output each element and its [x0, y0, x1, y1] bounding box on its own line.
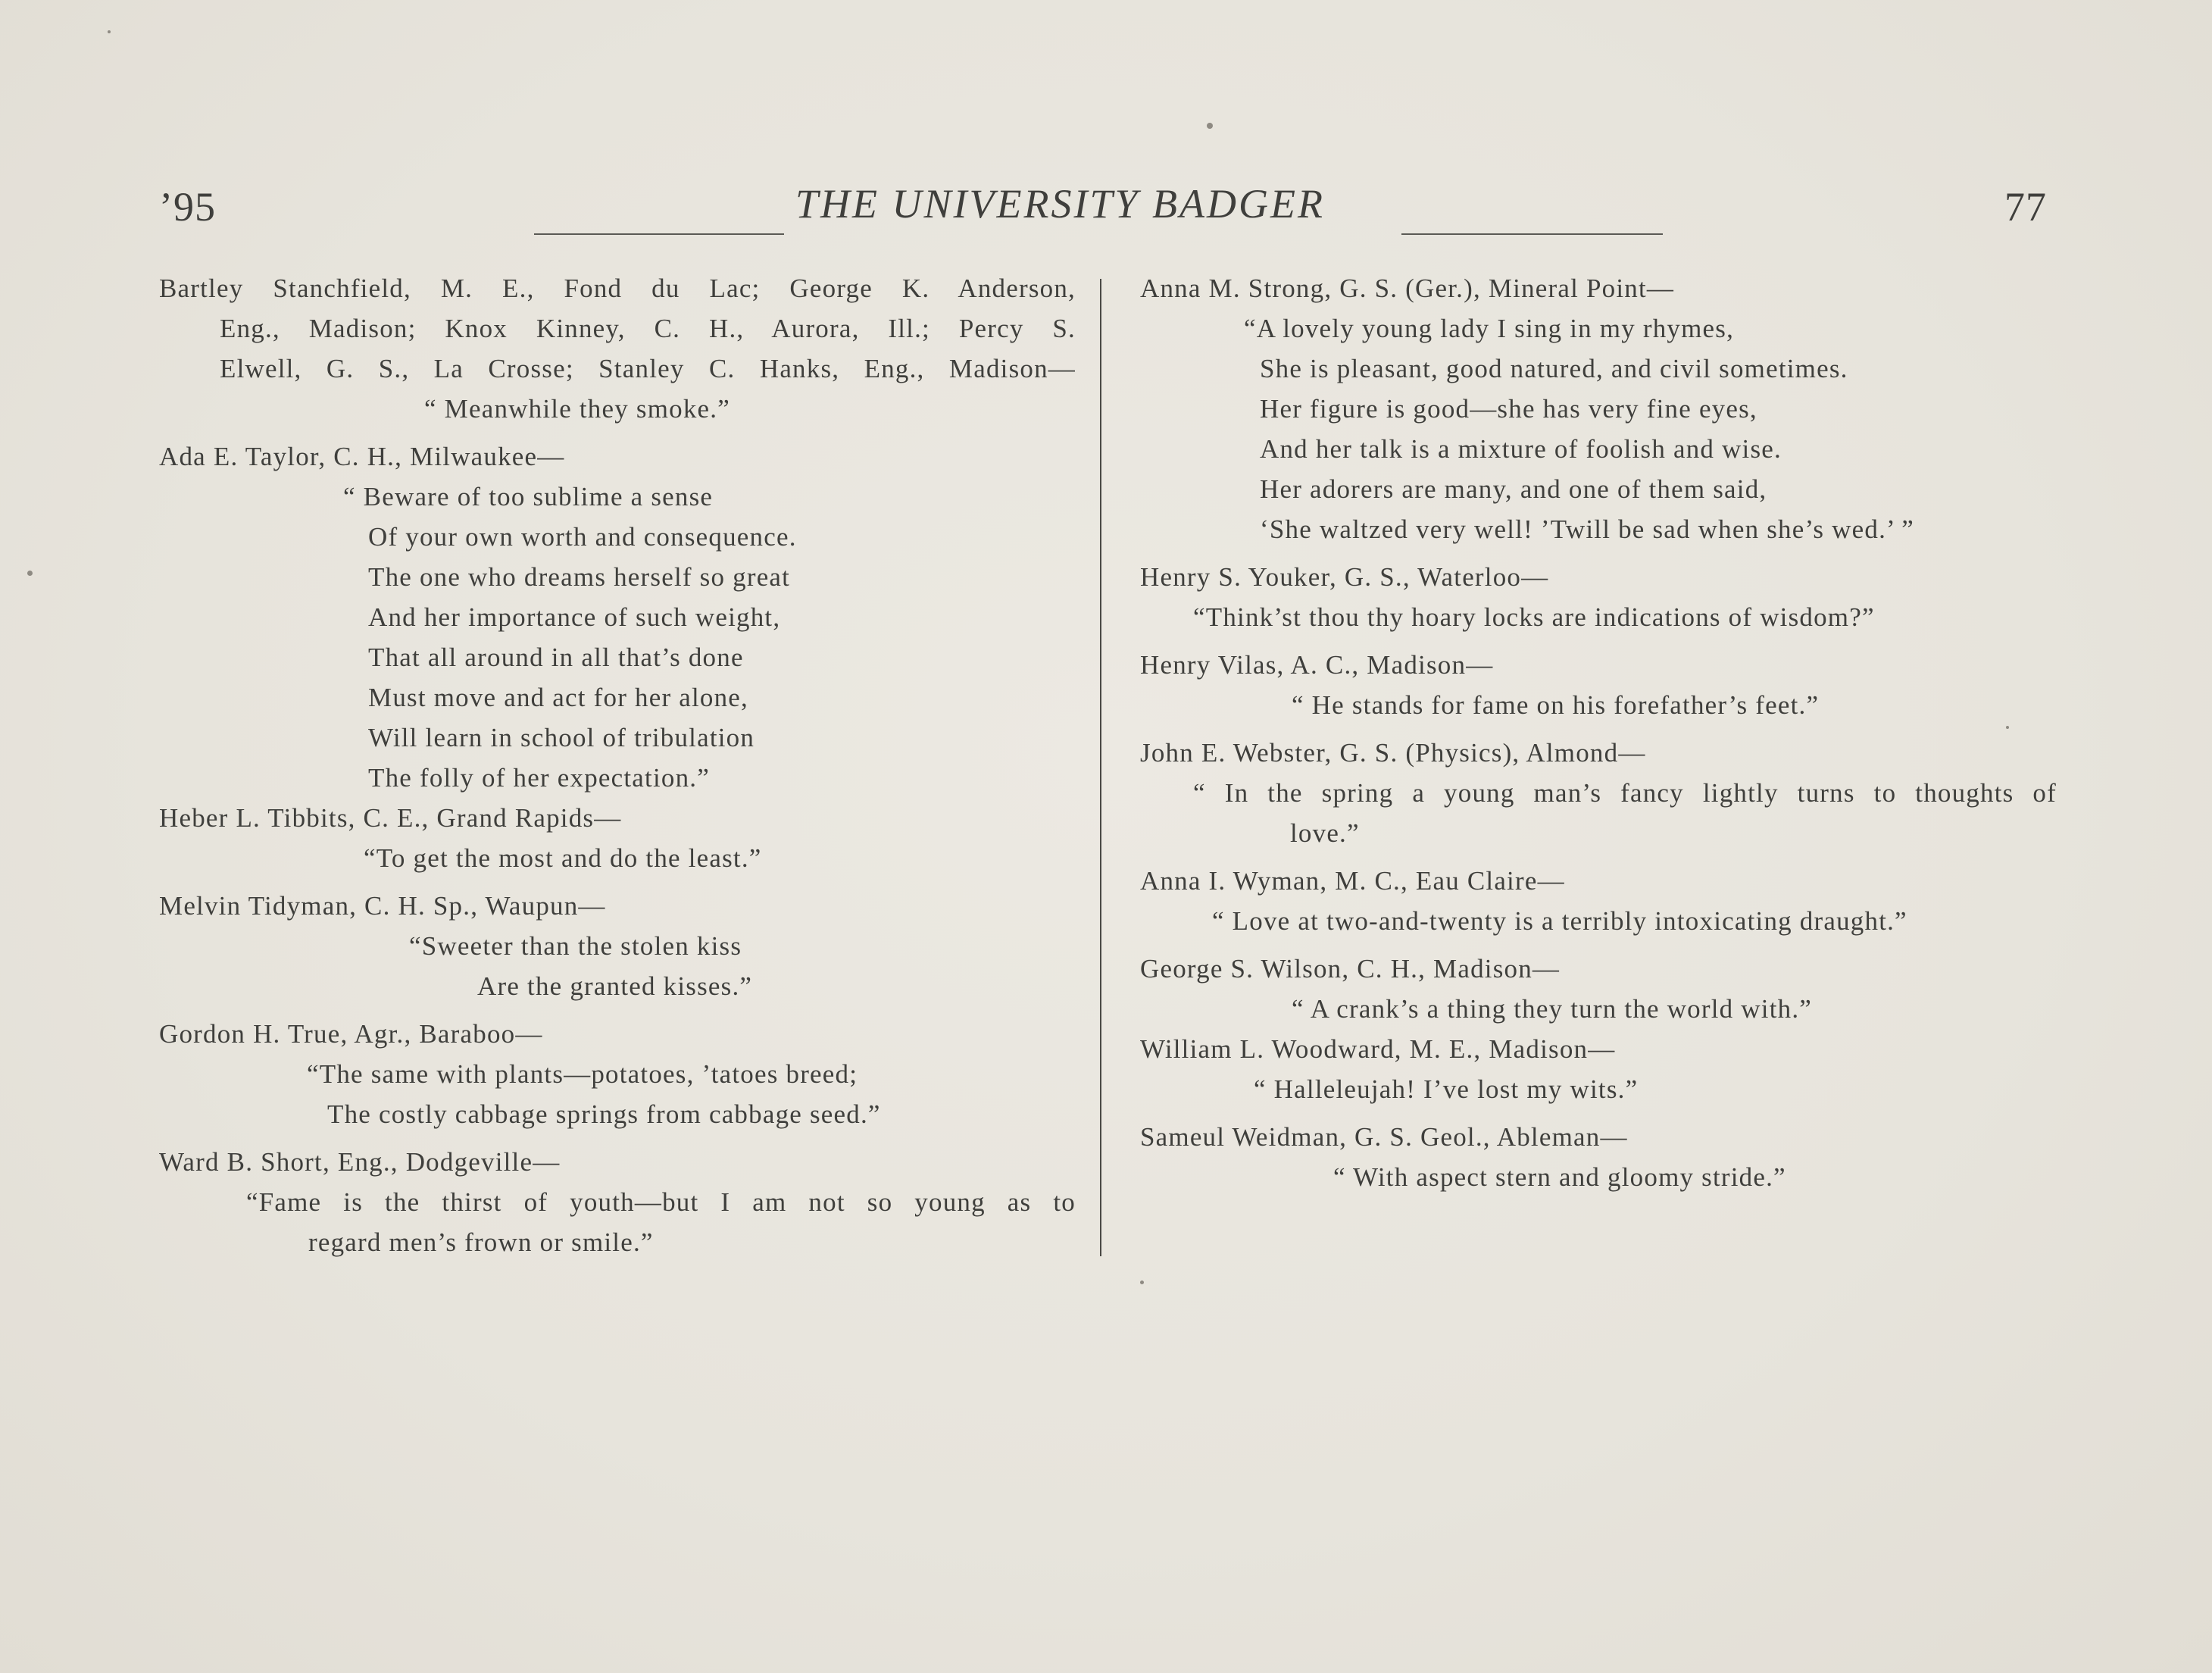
- entry-quote: “ A crank’s a thing they turn the world with.”: [1292, 994, 1813, 1024]
- entry: [159, 436, 1076, 798]
- entry-quote: Her adorers are many, and one of them said,: [1260, 474, 1767, 504]
- entry-quote: “ Beware of too sublime a sense: [343, 482, 714, 511]
- paper-speck: [1207, 123, 1213, 129]
- entry: [1140, 645, 2057, 725]
- entry: [159, 798, 1076, 878]
- entry-name: Gordon H. True, Agr., Baraboo—: [159, 1019, 543, 1049]
- entry: [1140, 557, 2057, 637]
- paper-speck: [27, 571, 33, 576]
- entry-name: Bartley Stanchfield, M. E., Fond du Lac; George K. Anderson,: [159, 274, 1076, 303]
- entry-quote: The costly cabbage springs from cabbage seed.”: [327, 1099, 881, 1129]
- entry-quote: And her talk is a mixture of foolish and wise.: [1260, 434, 1782, 464]
- entry-name: George S. Wilson, C. H., Madison—: [1140, 954, 1561, 983]
- entry-name: Elwell, G. S., La Crosse; Stanley C. Hanks, Eng., Madison—: [220, 354, 1076, 383]
- entry-quote: “The same with plants—potatoes, ’tatoes breed;: [307, 1059, 858, 1089]
- entry-quote: “ He stands for fame on his forefather’s feet.”: [1292, 690, 1820, 720]
- entry-quote: regard men’s frown or smile.”: [308, 1227, 654, 1257]
- entry-quote: “ In the spring a young man’s fancy lightly turns to thoughts of: [1193, 778, 2057, 808]
- entry-quote: Will learn in school of tribulation: [368, 723, 755, 752]
- entry-quote: love.”: [1290, 818, 1360, 848]
- entry-quote: And her importance of such weight,: [368, 602, 781, 632]
- entry: [1140, 861, 2057, 941]
- entry-quote: “Sweeter than the stolen kiss: [409, 931, 742, 961]
- header-year: ’95: [159, 184, 216, 230]
- entry-name: William L. Woodward, M. E., Madison—: [1140, 1034, 1616, 1064]
- entry: [159, 886, 1076, 1006]
- entry: [1140, 949, 2057, 1029]
- entry-quote: “To get the most and do the least.”: [364, 843, 762, 873]
- entry-quote: Her figure is good—she has very fine eyes,: [1260, 394, 1757, 424]
- entry-name: Anna M. Strong, G. S. (Ger.), Mineral Point—: [1140, 274, 1675, 303]
- entry: [1140, 1029, 2057, 1109]
- column-divider: [1100, 279, 1101, 1256]
- header-title: THE UNIVERSITY BADGER: [795, 181, 1325, 227]
- entry-quote: That all around in all that’s done: [368, 643, 744, 672]
- entry-name: Henry S. Youker, G. S., Waterloo—: [1140, 562, 1549, 592]
- paper-speck: [1140, 1281, 1144, 1284]
- entry-quote: Of your own worth and consequence.: [368, 522, 797, 552]
- entry-name: John E. Webster, G. S. (Physics), Almond—: [1140, 738, 1646, 768]
- running-header: [0, 180, 2212, 241]
- entry-name: Ward B. Short, Eng., Dodgeville—: [159, 1147, 561, 1177]
- entry: [1140, 1117, 2057, 1197]
- entry-name: Melvin Tidyman, C. H. Sp., Waupun—: [159, 891, 606, 921]
- entry: [1140, 268, 2057, 549]
- entry-name: Heber L. Tibbits, C. E., Grand Rapids—: [159, 803, 622, 833]
- entry-quote: The folly of her expectation.”: [368, 763, 710, 793]
- entry: [159, 1142, 1076, 1262]
- entry: [1140, 733, 2057, 853]
- entry-quote: “Fame is the thirst of youth—but I am not so young as to: [246, 1187, 1076, 1217]
- entry-name: Ada E. Taylor, C. H., Milwaukee—: [159, 442, 565, 471]
- entry-name: Anna I. Wyman, M. C., Eau Claire—: [1140, 866, 1565, 896]
- entry-quote: “ Love at two-and-twenty is a terribly intoxicating draught.”: [1212, 906, 1907, 936]
- entry-quote: “A lovely young lady I sing in my rhymes,: [1244, 314, 1735, 343]
- paper-speck: [2006, 726, 2009, 729]
- entry: [159, 1014, 1076, 1134]
- header-rule-right: [1401, 233, 1663, 235]
- entry-quote: She is pleasant, good natured, and civil sometimes.: [1260, 354, 1848, 383]
- entry-name: Eng., Madison; Knox Kinney, C. H., Aurora, Ill.; Percy S.: [220, 314, 1076, 343]
- entry-quote: Are the granted kisses.”: [477, 971, 753, 1001]
- paper-speck: [108, 30, 111, 33]
- entry-name: Sameul Weidman, G. S. Geol., Ableman—: [1140, 1122, 1628, 1152]
- entry-name: Henry Vilas, A. C., Madison—: [1140, 650, 1494, 680]
- page-number: 77: [2004, 184, 2047, 230]
- entry-quote: “ Meanwhile they smoke.”: [424, 394, 730, 424]
- entry-quote: ‘She waltzed very well! ’Twill be sad when she’s wed.’ ”: [1260, 514, 1914, 544]
- right-column: [1140, 268, 2057, 1197]
- entry-quote: “Think’st thou thy hoary locks are indications of wisdom?”: [1193, 602, 1875, 632]
- entry-quote: “ Halleleujah! I’ve lost my wits.”: [1254, 1074, 1639, 1104]
- entry-quote: “ With aspect stern and gloomy stride.”: [1333, 1162, 1786, 1192]
- entry: [159, 268, 1076, 429]
- entry-quote: Must move and act for her alone,: [368, 683, 748, 712]
- left-column: [159, 268, 1076, 1262]
- header-rule-left: [534, 233, 784, 235]
- entry-quote: The one who dreams herself so great: [368, 562, 791, 592]
